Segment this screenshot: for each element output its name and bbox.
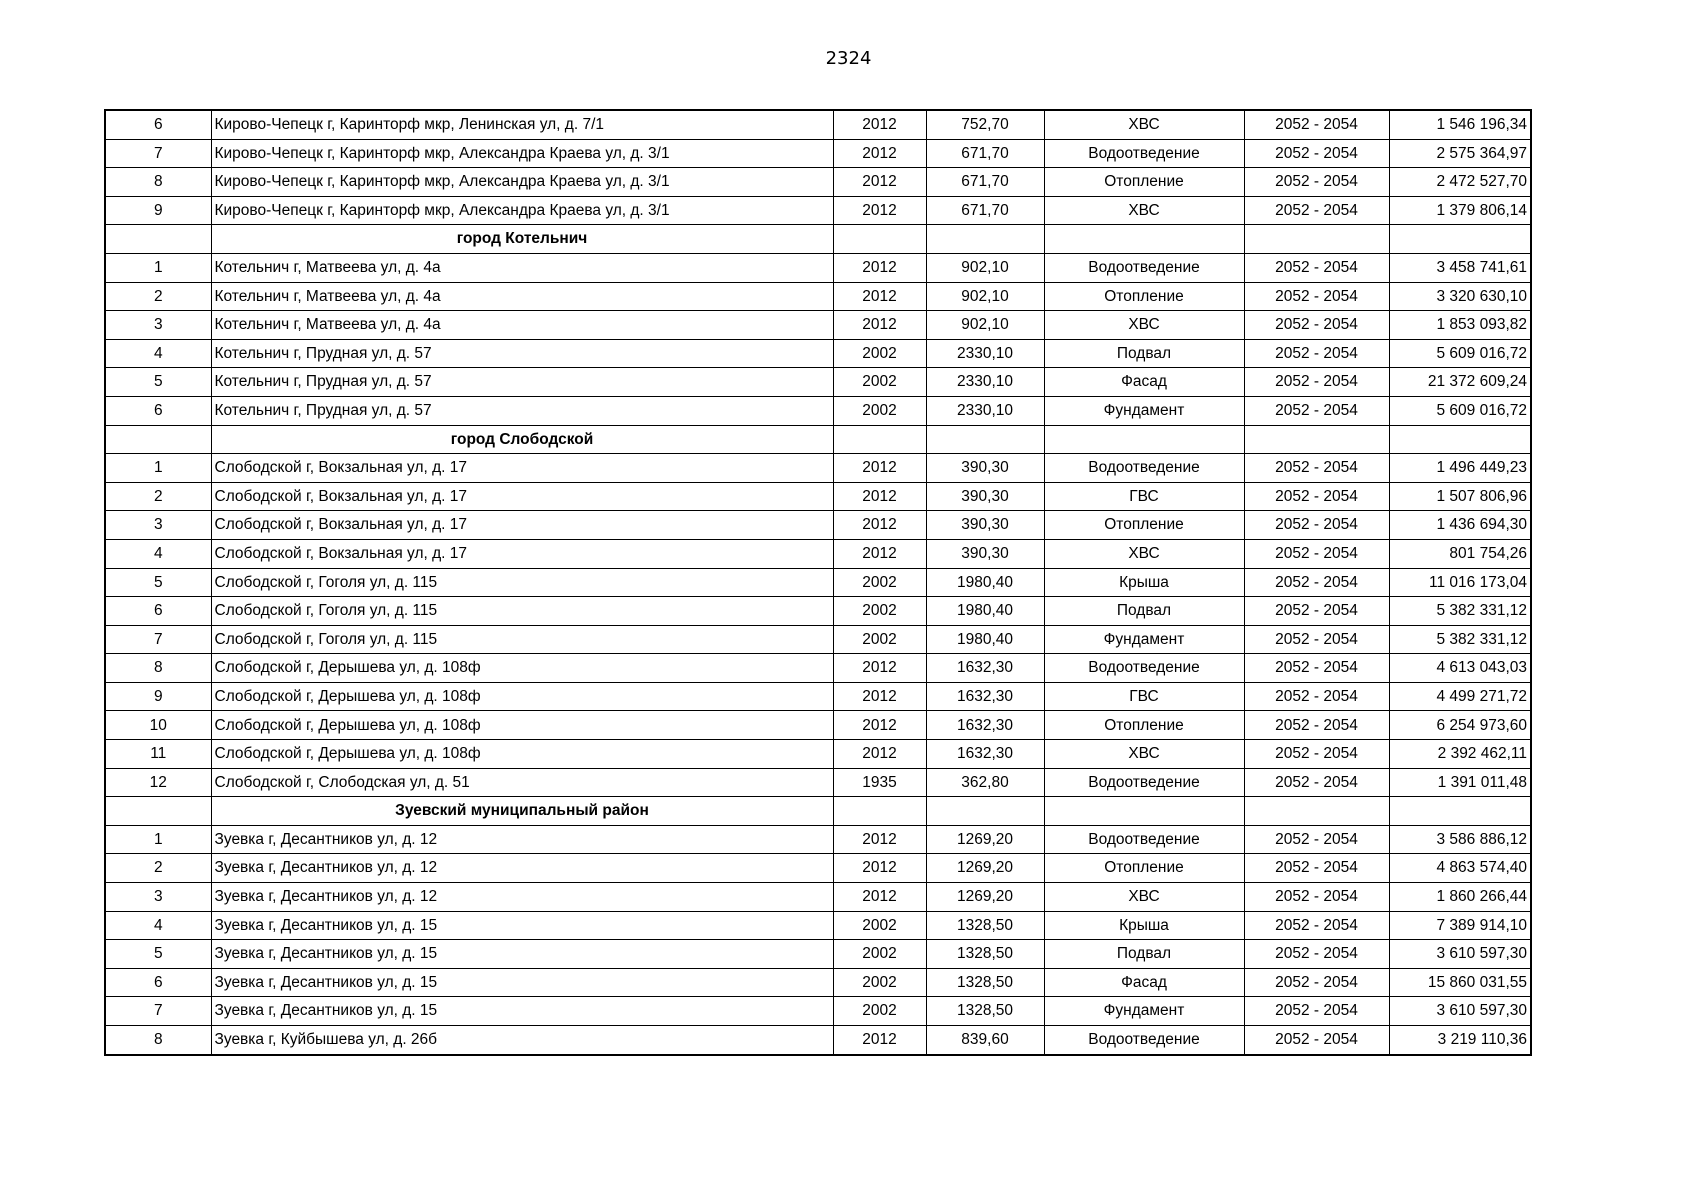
work-type-cell: Отопление [1044,168,1244,197]
row-number: 7 [105,997,211,1026]
year-cell: 2012 [833,253,926,282]
period-cell: 2052 - 2054 [1244,654,1389,683]
cost-cell: 1 853 093,82 [1389,311,1531,340]
address-cell: Зуевка г, Десантников ул, д. 15 [211,968,833,997]
row-number: 4 [105,539,211,568]
area-cell: 390,30 [926,482,1044,511]
cost-cell: 1 546 196,34 [1389,110,1531,139]
address-cell: Котельнич г, Прудная ул, д. 57 [211,339,833,368]
area-cell: 2330,10 [926,368,1044,397]
cost-cell: 4 613 043,03 [1389,654,1531,683]
year-cell [833,425,926,454]
work-type-cell: Подвал [1044,940,1244,969]
period-cell: 2052 - 2054 [1244,168,1389,197]
address-cell: Слободской г, Гоголя ул, д. 115 [211,568,833,597]
year-cell: 2012 [833,139,926,168]
area-cell: 1632,30 [926,654,1044,683]
period-cell: 2052 - 2054 [1244,968,1389,997]
row-number: 8 [105,168,211,197]
period-cell [1244,425,1389,454]
address-cell: Слободской г, Дерышева ул, д. 108ф [211,740,833,769]
year-cell: 2012 [833,110,926,139]
period-cell: 2052 - 2054 [1244,454,1389,483]
work-type-cell: Водоотведение [1044,253,1244,282]
cost-cell [1389,425,1531,454]
cost-cell: 1 391 011,48 [1389,768,1531,797]
work-type-cell: Подвал [1044,597,1244,626]
address-cell: Слободской г, Дерышева ул, д. 108ф [211,654,833,683]
period-cell: 2052 - 2054 [1244,482,1389,511]
period-cell: 2052 - 2054 [1244,1026,1389,1055]
period-cell: 2052 - 2054 [1244,597,1389,626]
area-cell: 1328,50 [926,940,1044,969]
work-type-cell: Водоотведение [1044,454,1244,483]
cost-cell: 1 860 266,44 [1389,883,1531,912]
table-row [105,110,1531,139]
area-cell: 390,30 [926,454,1044,483]
period-cell: 2052 - 2054 [1244,396,1389,425]
period-cell: 2052 - 2054 [1244,911,1389,940]
table-row [105,625,1531,654]
cost-cell: 3 458 741,61 [1389,253,1531,282]
section-header-row [105,425,1531,454]
work-type-cell: Отопление [1044,282,1244,311]
period-cell: 2052 - 2054 [1244,740,1389,769]
year-cell: 2012 [833,282,926,311]
period-cell: 2052 - 2054 [1244,282,1389,311]
row-number [105,425,211,454]
address-cell: Слободской г, Слободская ул, д. 51 [211,768,833,797]
area-cell: 1328,50 [926,911,1044,940]
cost-cell: 2 392 462,11 [1389,740,1531,769]
work-type-cell: Подвал [1044,339,1244,368]
year-cell: 2012 [833,682,926,711]
table-row [105,854,1531,883]
address-cell: Слободской г, Вокзальная ул, д. 17 [211,454,833,483]
section-header-row [105,797,1531,826]
year-cell: 2012 [833,168,926,197]
year-cell: 2002 [833,568,926,597]
year-cell: 2002 [833,911,926,940]
period-cell: 2052 - 2054 [1244,253,1389,282]
table-row [105,825,1531,854]
work-type-cell: ХВС [1044,883,1244,912]
table-row [105,539,1531,568]
period-cell: 2052 - 2054 [1244,110,1389,139]
year-cell: 2002 [833,396,926,425]
work-type-cell: Фундамент [1044,997,1244,1026]
row-number: 5 [105,940,211,969]
area-cell: 362,80 [926,768,1044,797]
year-cell: 2012 [833,196,926,225]
work-type-cell [1044,425,1244,454]
cost-cell: 5 382 331,12 [1389,597,1531,626]
repair-registry-table [104,109,1532,1056]
row-number: 8 [105,654,211,683]
work-type-cell: Водоотведение [1044,768,1244,797]
table-row [105,911,1531,940]
period-cell: 2052 - 2054 [1244,940,1389,969]
work-type-cell: ХВС [1044,110,1244,139]
work-type-cell: ГВС [1044,482,1244,511]
area-cell: 1632,30 [926,740,1044,769]
cost-cell: 3 320 630,10 [1389,282,1531,311]
address-cell: Слободской г, Вокзальная ул, д. 17 [211,511,833,540]
table-row [105,968,1531,997]
table-row [105,168,1531,197]
area-cell: 2330,10 [926,339,1044,368]
row-number: 4 [105,911,211,940]
section-header-row [105,225,1531,254]
area-cell: 2330,10 [926,396,1044,425]
period-cell: 2052 - 2054 [1244,196,1389,225]
cost-cell: 1 507 806,96 [1389,482,1531,511]
year-cell [833,797,926,826]
table-row [105,682,1531,711]
cost-cell: 21 372 609,24 [1389,368,1531,397]
year-cell: 2012 [833,654,926,683]
period-cell: 2052 - 2054 [1244,339,1389,368]
period-cell: 2052 - 2054 [1244,825,1389,854]
address-cell: Зуевка г, Десантников ул, д. 12 [211,883,833,912]
address-cell: Слободской г, Дерышева ул, д. 108ф [211,682,833,711]
registry-body [105,110,1531,1055]
work-type-cell: ХВС [1044,539,1244,568]
area-cell: 1269,20 [926,854,1044,883]
table-row [105,568,1531,597]
period-cell: 2052 - 2054 [1244,139,1389,168]
row-number: 12 [105,768,211,797]
address-cell: Слободской г, Вокзальная ул, д. 17 [211,539,833,568]
area-cell: 1980,40 [926,597,1044,626]
row-number: 2 [105,282,211,311]
table-row [105,396,1531,425]
year-cell: 2012 [833,825,926,854]
work-type-cell: Водоотведение [1044,1026,1244,1055]
work-type-cell: Водоотведение [1044,654,1244,683]
row-number: 4 [105,339,211,368]
area-cell: 752,70 [926,110,1044,139]
address-cell: Зуевка г, Куйбышева ул, д. 26б [211,1026,833,1055]
table-row [105,597,1531,626]
year-cell: 2002 [833,968,926,997]
address-cell: Кирово-Чепецк г, Каринторф мкр, Александра Краева ул, д. 3/1 [211,168,833,197]
address-cell: Котельнич г, Матвеева ул, д. 4а [211,282,833,311]
year-cell: 2002 [833,940,926,969]
row-number: 6 [105,396,211,425]
area-cell: 1980,40 [926,625,1044,654]
address-cell: Котельнич г, Матвеева ул, д. 4а [211,311,833,340]
area-cell: 1269,20 [926,825,1044,854]
table-row [105,311,1531,340]
row-number: 3 [105,511,211,540]
area-cell [926,797,1044,826]
area-cell [926,425,1044,454]
year-cell: 2012 [833,711,926,740]
row-number [105,225,211,254]
period-cell: 2052 - 2054 [1244,311,1389,340]
table-row [105,511,1531,540]
row-number: 10 [105,711,211,740]
work-type-cell: Отопление [1044,711,1244,740]
row-number: 1 [105,825,211,854]
year-cell: 2012 [833,311,926,340]
period-cell: 2052 - 2054 [1244,511,1389,540]
address-cell: Котельнич г, Прудная ул, д. 57 [211,396,833,425]
address-cell: Слободской г, Вокзальная ул, д. 17 [211,482,833,511]
work-type-cell: ХВС [1044,740,1244,769]
section-title: Зуевский муниципальный район [211,797,833,826]
year-cell: 2002 [833,368,926,397]
year-cell: 2012 [833,539,926,568]
area-cell: 390,30 [926,511,1044,540]
table-row [105,282,1531,311]
area-cell: 390,30 [926,539,1044,568]
row-number: 7 [105,139,211,168]
address-cell: Зуевка г, Десантников ул, д. 12 [211,825,833,854]
row-number: 2 [105,482,211,511]
table-row [105,368,1531,397]
cost-cell: 5 609 016,72 [1389,339,1531,368]
cost-cell: 801 754,26 [1389,539,1531,568]
work-type-cell: Фундамент [1044,396,1244,425]
cost-cell: 4 863 574,40 [1389,854,1531,883]
table-row [105,654,1531,683]
year-cell: 1935 [833,768,926,797]
address-cell: Зуевка г, Десантников ул, д. 15 [211,940,833,969]
period-cell [1244,225,1389,254]
year-cell: 2002 [833,339,926,368]
address-cell: Кирово-Чепецк г, Каринторф мкр, Ленинская ул, д. 7/1 [211,110,833,139]
row-number: 6 [105,110,211,139]
area-cell: 902,10 [926,253,1044,282]
section-title: город Котельнич [211,225,833,254]
cost-cell: 3 586 886,12 [1389,825,1531,854]
year-cell: 2012 [833,454,926,483]
row-number: 6 [105,968,211,997]
period-cell: 2052 - 2054 [1244,625,1389,654]
work-type-cell: ГВС [1044,682,1244,711]
period-cell: 2052 - 2054 [1244,854,1389,883]
period-cell: 2052 - 2054 [1244,568,1389,597]
area-cell: 1269,20 [926,883,1044,912]
address-cell: Зуевка г, Десантников ул, д. 15 [211,911,833,940]
cost-cell: 1 436 694,30 [1389,511,1531,540]
work-type-cell: Отопление [1044,854,1244,883]
work-type-cell: Отопление [1044,511,1244,540]
cost-cell: 3 610 597,30 [1389,940,1531,969]
area-cell: 839,60 [926,1026,1044,1055]
year-cell: 2012 [833,854,926,883]
table-row [105,997,1531,1026]
table-row [105,339,1531,368]
cost-cell: 15 860 031,55 [1389,968,1531,997]
address-cell: Слободской г, Гоголя ул, д. 115 [211,597,833,626]
section-title: город Слободской [211,425,833,454]
address-cell: Слободской г, Гоголя ул, д. 115 [211,625,833,654]
work-type-cell: Фундамент [1044,625,1244,654]
row-number: 8 [105,1026,211,1055]
table-row [105,711,1531,740]
address-cell: Котельнич г, Матвеева ул, д. 4а [211,253,833,282]
cost-cell: 1 496 449,23 [1389,454,1531,483]
table-row [105,1026,1531,1055]
year-cell: 2012 [833,482,926,511]
table-row [105,883,1531,912]
area-cell: 671,70 [926,139,1044,168]
year-cell: 2012 [833,883,926,912]
address-cell: Котельнич г, Прудная ул, д. 57 [211,368,833,397]
address-cell: Слободской г, Дерышева ул, д. 108ф [211,711,833,740]
work-type-cell: Водоотведение [1044,139,1244,168]
cost-cell: 11 016 173,04 [1389,568,1531,597]
table-row [105,253,1531,282]
table-row [105,940,1531,969]
year-cell [833,225,926,254]
cost-cell: 4 499 271,72 [1389,682,1531,711]
row-number: 5 [105,368,211,397]
cost-cell: 2 472 527,70 [1389,168,1531,197]
work-type-cell: Водоотведение [1044,825,1244,854]
work-type-cell: Фасад [1044,368,1244,397]
year-cell: 2002 [833,997,926,1026]
period-cell: 2052 - 2054 [1244,539,1389,568]
work-type-cell: Крыша [1044,568,1244,597]
area-cell: 1980,40 [926,568,1044,597]
row-number: 5 [105,568,211,597]
row-number: 1 [105,454,211,483]
area-cell: 1632,30 [926,711,1044,740]
period-cell [1244,797,1389,826]
year-cell: 2012 [833,740,926,769]
cost-cell: 3 219 110,36 [1389,1026,1531,1055]
work-type-cell [1044,797,1244,826]
period-cell: 2052 - 2054 [1244,368,1389,397]
cost-cell: 7 389 914,10 [1389,911,1531,940]
row-number: 7 [105,625,211,654]
period-cell: 2052 - 2054 [1244,997,1389,1026]
cost-cell: 3 610 597,30 [1389,997,1531,1026]
address-cell: Зуевка г, Десантников ул, д. 12 [211,854,833,883]
work-type-cell: ХВС [1044,311,1244,340]
table-row [105,740,1531,769]
area-cell: 902,10 [926,311,1044,340]
table-row [105,482,1531,511]
year-cell: 2012 [833,1026,926,1055]
period-cell: 2052 - 2054 [1244,883,1389,912]
cost-cell: 5 382 331,12 [1389,625,1531,654]
cost-cell: 2 575 364,97 [1389,139,1531,168]
work-type-cell: ХВС [1044,196,1244,225]
row-number: 9 [105,682,211,711]
page-number: 2324 [825,48,872,69]
table-row [105,454,1531,483]
work-type-cell: Крыша [1044,911,1244,940]
row-number: 11 [105,740,211,769]
address-cell: Кирово-Чепецк г, Каринторф мкр, Александра Краева ул, д. 3/1 [211,196,833,225]
area-cell: 671,70 [926,168,1044,197]
area-cell: 1632,30 [926,682,1044,711]
address-cell: Зуевка г, Десантников ул, д. 15 [211,997,833,1026]
area-cell: 671,70 [926,196,1044,225]
row-number: 1 [105,253,211,282]
table-row [105,196,1531,225]
cost-cell [1389,797,1531,826]
area-cell: 902,10 [926,282,1044,311]
period-cell: 2052 - 2054 [1244,711,1389,740]
row-number: 9 [105,196,211,225]
row-number [105,797,211,826]
year-cell: 2012 [833,511,926,540]
row-number: 2 [105,854,211,883]
period-cell: 2052 - 2054 [1244,682,1389,711]
row-number: 3 [105,883,211,912]
cost-cell [1389,225,1531,254]
year-cell: 2002 [833,625,926,654]
work-type-cell [1044,225,1244,254]
cost-cell: 1 379 806,14 [1389,196,1531,225]
address-cell: Кирово-Чепецк г, Каринторф мкр, Александра Краева ул, д. 3/1 [211,139,833,168]
work-type-cell: Фасад [1044,968,1244,997]
area-cell: 1328,50 [926,968,1044,997]
cost-cell: 5 609 016,72 [1389,396,1531,425]
cost-cell: 6 254 973,60 [1389,711,1531,740]
row-number: 3 [105,311,211,340]
table-row [105,139,1531,168]
table-row [105,768,1531,797]
year-cell: 2002 [833,597,926,626]
area-cell: 1328,50 [926,997,1044,1026]
area-cell [926,225,1044,254]
period-cell: 2052 - 2054 [1244,768,1389,797]
row-number: 6 [105,597,211,626]
